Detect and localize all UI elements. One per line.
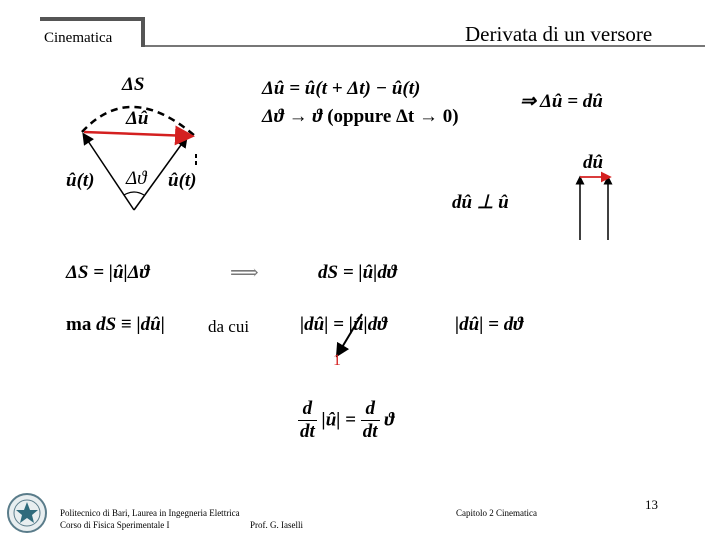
- fraction-left-num: d: [298, 398, 317, 421]
- da-cui-text: da cui: [208, 317, 250, 336]
- equation-limit-theta: Δϑ → ϑ: [262, 106, 323, 127]
- equation-du-eq-u: |dû| = |û|dϑ: [300, 314, 388, 335]
- header-frame-top: [40, 17, 145, 21]
- equation-limit-note: (oppure Δt → 0): [327, 106, 459, 127]
- fraction-right: [361, 398, 380, 443]
- section-title: Cinematica: [44, 30, 113, 46]
- fraction-left-den: dt: [300, 421, 315, 442]
- label-u-t-right: û(t): [168, 170, 197, 191]
- equation-ds-diff: dS = |û|dϑ: [318, 262, 397, 283]
- page-title: Derivata di un versore: [465, 22, 653, 46]
- equation-delta-u-definition: Δû = û(t + Δt) − û(t): [262, 78, 421, 99]
- equation-perpendicular: dû ⊥ û: [452, 192, 509, 213]
- equation-implies-du: ⇒ Δû = dû: [520, 91, 603, 112]
- label-du-small: dû: [583, 152, 604, 173]
- vector-delta-u: [84, 132, 190, 136]
- footer-institution: Politecnico di Bari, Laurea in Ingegneria Elettrica: [60, 508, 240, 518]
- deriv-theta: ϑ: [384, 409, 395, 431]
- label-u-t-left: û(t): [66, 170, 95, 191]
- equation-limit: [262, 106, 459, 128]
- fraction-right-num: d: [361, 398, 380, 421]
- arrow-implies: ⟹: [230, 262, 259, 284]
- ma-prefix: ma: [66, 314, 92, 335]
- footer-author: Prof. G. Iaselli: [250, 520, 303, 530]
- equation-du-eq-dtheta: |dû| = dϑ: [455, 314, 524, 335]
- label-delta-theta: Δϑ: [126, 168, 147, 189]
- fraction-right-den: dt: [362, 421, 378, 442]
- deriv-equals: =: [345, 409, 357, 431]
- deriv-magnitude-u: |û|: [321, 409, 341, 431]
- page-number: 13: [645, 497, 658, 512]
- equation-ma: [66, 314, 165, 336]
- university-seal-icon: [6, 492, 48, 534]
- equation-ds-equiv: dS ≡ |dû|: [96, 314, 165, 335]
- label-delta-s: ΔS: [122, 74, 145, 95]
- perpendicular-diagram: [570, 170, 620, 242]
- fraction-left: [298, 398, 317, 443]
- label-delta-u: Δû: [126, 108, 149, 129]
- footer-chapter: Capitolo 2 Cinematica: [456, 508, 537, 518]
- equation-delta-s: ΔS = |û|Δϑ: [66, 262, 150, 283]
- magnitude-one: 1: [333, 352, 341, 369]
- angle-arc: [124, 192, 144, 195]
- footer-course: Corso di Fisica Sperimentale I: [60, 520, 170, 530]
- header-frame-right: [141, 17, 145, 47]
- equation-derivative: [298, 398, 394, 443]
